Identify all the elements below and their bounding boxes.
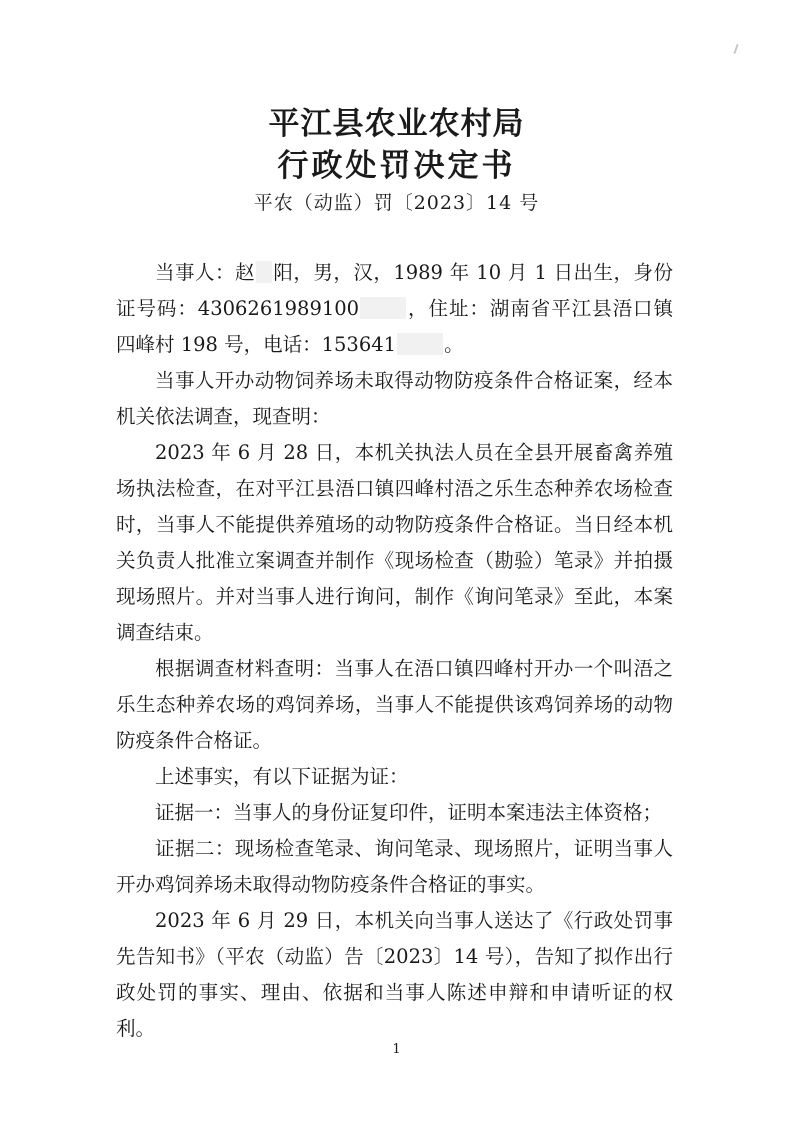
notice-paragraph: 2023 年 6 月 29 日，本机关向当事人送达了《行政处罚事先告知书》（平农（动监）告〔2023〕14 号），告知了拟作出行政处罚的事实、理由、依据和当事人陈述申辩和申请听证的权利。 bbox=[116, 909, 673, 1040]
redaction-block bbox=[256, 261, 272, 283]
page-number: 1 bbox=[392, 1042, 401, 1057]
evidence-two-paragraph: 证据二：现场检查笔录、询问笔录、现场照片，证明当事人开办鸡饲养场未取得动物防疫条件合格证的事实。 bbox=[116, 837, 673, 896]
party-info-paragraph bbox=[116, 255, 673, 363]
investigation-paragraph: 2023 年 6 月 28 日，本机关执法人员在全县开展畜禽养殖场执法检查，在对平江县浯口镇四峰村浯之乐生态种养农场检查时，当事人不能提供养殖场的动物防疫条件合格证。当日经本机关负责人批准立案调查并制作《现场检查（勘验）笔录》并拍摄现场照片。并对当事人进行询问，制作《询问笔录》至此，本案调查结束。 bbox=[116, 441, 673, 644]
redaction-block bbox=[360, 297, 406, 319]
party-details-end: 。 bbox=[444, 333, 464, 356]
case-intro-paragraph: 当事人开办动物饲养场未取得动物防疫条件合格证案，经本机关依法调查，现查明： bbox=[116, 369, 673, 428]
redaction-block bbox=[397, 333, 443, 355]
evidence-one-paragraph: 证据一：当事人的身份证复印件，证明本案违法主体资格； bbox=[155, 801, 663, 824]
party-details-1: 阳，男，汉，1989 年 10 月 1 日出生，身份证号码：4306261989100 bbox=[116, 261, 673, 320]
party-name-prefix: 当事人：赵 bbox=[155, 261, 255, 284]
evidence-intro-paragraph: 上述事实，有以下证据为证： bbox=[155, 765, 409, 788]
document-number: 平农（动监）罚〔2023〕14 号 bbox=[253, 192, 540, 214]
document-body bbox=[116, 255, 673, 1047]
issuing-authority-title: 平江县农业农村局 bbox=[268, 106, 525, 142]
findings-paragraph: 根据调查材料查明：当事人在浯口镇四峰村开办一个叫浯之乐生态种养农场的鸡饲养场，当事人不能提供该鸡饲养场的动物防疫条件合格证。 bbox=[116, 657, 673, 752]
scan-mark bbox=[733, 44, 738, 54]
document-type-title: 行政处罚决定书 bbox=[277, 148, 516, 184]
party-details-2: ，住址：湖南省平江县浯口镇四峰村 198 号，电话：153641 bbox=[116, 297, 673, 356]
